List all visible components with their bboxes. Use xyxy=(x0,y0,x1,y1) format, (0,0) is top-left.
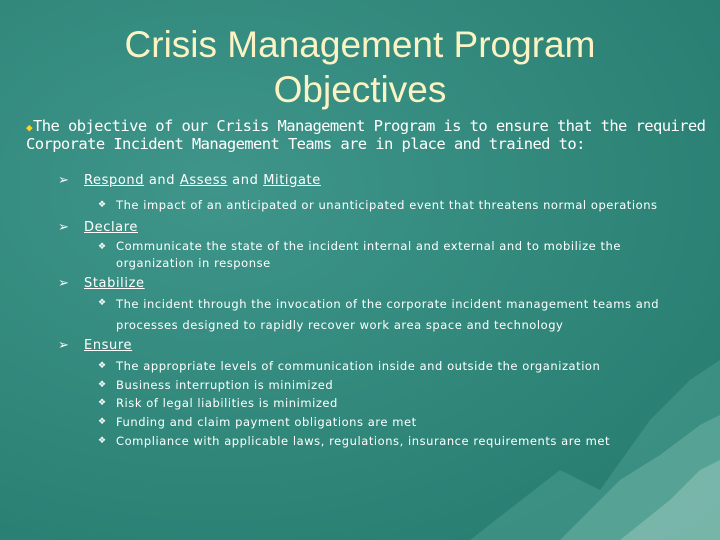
small-diamond-icon: ❖ xyxy=(98,298,107,308)
small-diamond-icon: ❖ xyxy=(98,380,107,390)
arrow-bullet-icon: ➢ xyxy=(58,173,70,188)
list-item-text: The appropriate levels of communication inside and outside the organization xyxy=(116,359,601,373)
heading-assess: Assess xyxy=(179,173,228,188)
list-item xyxy=(98,432,611,451)
intro-text: The objective of our Crisis Management Program is to ensure that the required Corporate Incident Management Teams are in place and trained to: xyxy=(26,117,706,153)
slide-title-line-1: Crisis Management Program xyxy=(124,24,596,65)
list-item-text: The impact of an anticipated or unanticipated event that threatens normal operations xyxy=(116,198,658,212)
list-item xyxy=(98,196,658,215)
small-diamond-icon: ❖ xyxy=(98,417,107,427)
arrow-bullet-icon: ➢ xyxy=(58,220,70,235)
heading-declare: Declare xyxy=(84,220,138,235)
heading-stabilize: Stabilize xyxy=(84,276,145,291)
list-item xyxy=(98,376,334,395)
heading-and-2: and xyxy=(227,173,264,188)
small-diamond-icon: ❖ xyxy=(98,361,107,371)
arrow-bullet-icon: ➢ xyxy=(58,276,70,291)
slide-title-line-2: Objectives xyxy=(273,69,447,110)
section-heading-stabilize xyxy=(58,276,145,292)
list-item xyxy=(98,413,417,432)
heading-and-1: and xyxy=(144,173,180,188)
list-item xyxy=(98,357,601,376)
section-heading-respond xyxy=(58,173,321,189)
section-heading-declare xyxy=(58,220,138,236)
list-item xyxy=(98,294,706,336)
heading-ensure: Ensure xyxy=(84,338,133,353)
heading-mitigate: Mitigate xyxy=(263,173,321,188)
small-diamond-icon: ❖ xyxy=(98,398,107,408)
list-item-text: The incident through the invocation of the corporate incident management teams and processes designed to rapidly recover work area space and technology xyxy=(116,297,660,332)
heading-respond: Respond xyxy=(84,173,145,188)
small-diamond-icon: ❖ xyxy=(98,242,107,252)
section-heading-ensure xyxy=(58,338,132,354)
list-item xyxy=(98,238,676,272)
diamond-bullet-icon: ◆ xyxy=(26,121,33,134)
list-item xyxy=(98,394,338,413)
small-diamond-icon: ❖ xyxy=(98,436,107,446)
list-item-text: Funding and claim payment obligations are met xyxy=(116,415,417,429)
small-diamond-icon: ❖ xyxy=(98,200,107,210)
list-item-text: Compliance with applicable laws, regulations, insurance requirements are met xyxy=(116,434,611,448)
intro-paragraph xyxy=(26,118,706,153)
arrow-bullet-icon: ➢ xyxy=(58,338,70,353)
slide-title xyxy=(0,22,720,112)
list-item-text: Risk of legal liabilities is minimized xyxy=(116,396,338,410)
list-item-text: Communicate the state of the incident internal and external and to mobilize the organization in response xyxy=(116,239,622,270)
list-item-text: Business interruption is minimized xyxy=(116,378,334,392)
